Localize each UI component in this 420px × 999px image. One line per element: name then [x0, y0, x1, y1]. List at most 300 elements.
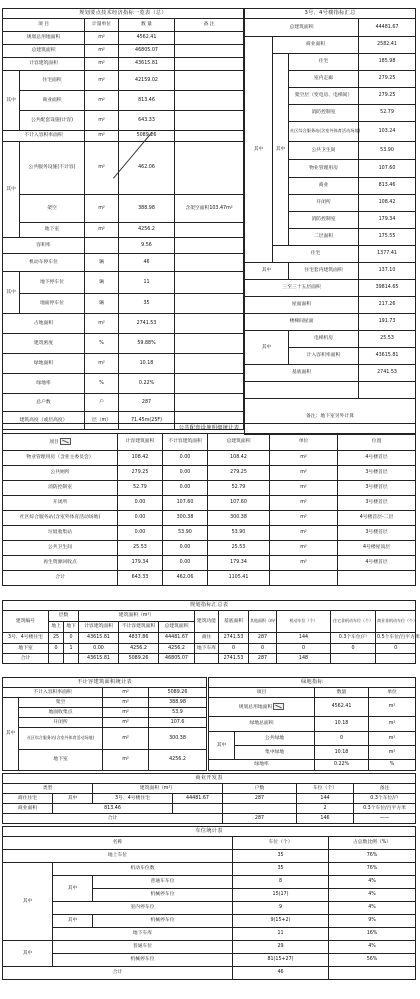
row-value: 279.25 — [359, 71, 416, 88]
group-label: 其中 — [209, 732, 235, 760]
row-label: 商业 — [289, 178, 359, 195]
row-unit: % — [85, 374, 119, 394]
row-label: 计入容积率面积 — [289, 348, 359, 365]
subgroup-label: 其中 — [273, 54, 289, 246]
row-value: 42159.02 — [119, 71, 175, 91]
row-note — [175, 294, 244, 314]
cell: 44481.67 — [173, 794, 223, 804]
row-label: 地面停车位 — [20, 294, 85, 314]
cell: 179.34 — [118, 556, 163, 571]
row-unit: 层（m） — [85, 412, 119, 430]
commercial-development-table — [2, 773, 415, 824]
cell: m² — [270, 556, 338, 571]
table-title: 规划指标汇总表 — [3, 601, 416, 611]
header-item — [3, 434, 118, 451]
row-label: 开闭所 — [19, 718, 103, 728]
header-cell: 其他面积（m²） — [249, 611, 277, 633]
table-title: 公共配套设施明细统计表 — [3, 424, 416, 434]
summary-indicator-table — [2, 8, 243, 430]
row-value: 813.46 — [359, 178, 416, 195]
header-label: 项目 — [49, 440, 59, 446]
row-value: 10.18 — [315, 746, 369, 760]
header-cell: 总建筑面积 — [208, 434, 270, 451]
group-label: 其中 — [245, 263, 289, 280]
row-label: 合计 — [3, 967, 233, 980]
row-value: 279.25 — [359, 88, 416, 105]
cell: 2741.53 — [219, 633, 249, 644]
row-note — [175, 71, 244, 91]
row-unit: m² — [85, 314, 119, 334]
row-label: 机械停车位 — [93, 915, 233, 928]
row-unit: 辆 — [85, 272, 119, 294]
cell: 0.00 — [118, 496, 163, 511]
row-value: 46805.07 — [119, 45, 175, 58]
cell: 53.90 — [208, 526, 270, 541]
row-value: 8 — [233, 876, 329, 889]
header-cell: 户数 — [223, 784, 297, 794]
cell: 0.00 — [118, 526, 163, 541]
cell: 4837.86 — [119, 633, 159, 644]
row-value: 9 — [233, 902, 329, 915]
header-cell: 车位（个） — [297, 784, 354, 794]
row-value: 4562.41 — [119, 32, 175, 45]
header-cell: 地上 — [49, 622, 64, 633]
row-label: 总建筑面积 — [3, 45, 85, 58]
cell: 0.3个车位/户 — [354, 794, 416, 804]
cell: 地下车库 — [195, 644, 219, 654]
header-cell: 不计容建筑面积 — [163, 434, 208, 451]
cell: 5089.26 — [119, 654, 159, 664]
cell: 148 — [277, 654, 331, 664]
row-label: 架空 — [20, 195, 85, 223]
row-note — [175, 58, 244, 71]
row-note — [175, 223, 244, 238]
row-value: 287 — [119, 394, 175, 412]
row-value: 25.53 — [359, 331, 416, 348]
cell: 279.25 — [118, 466, 163, 481]
row-label-text: 规划总用地面积 — [238, 705, 273, 711]
row-note — [175, 354, 244, 374]
header-cell: 机动车位（个） — [277, 611, 331, 633]
cell: 0.00 — [163, 481, 208, 496]
row-value: 175.55 — [359, 229, 416, 246]
table-title: 绿地指标 — [209, 678, 416, 688]
row-label: 屋面面积 — [245, 297, 359, 314]
table-title: 车位统计表 — [3, 827, 416, 837]
cell: 287 — [223, 794, 297, 804]
row-value: 59.88% — [119, 334, 175, 354]
header-cell: 单位 — [369, 688, 416, 698]
row-label: 架空 — [19, 698, 103, 708]
row-value: 4256.2 — [119, 223, 175, 238]
row-note — [175, 45, 244, 58]
cell: 25 — [49, 633, 64, 644]
cell: 813.46 — [53, 804, 173, 814]
row-value: 46 — [233, 967, 329, 980]
header-cell: 数量 — [315, 688, 369, 698]
row-value: 10.18 — [119, 354, 175, 374]
non-far-area-table — [2, 677, 206, 771]
cell: 0 — [64, 633, 79, 644]
cell: 0 — [219, 644, 249, 654]
cell — [64, 654, 79, 664]
row-label: 地下车库 — [53, 928, 233, 941]
row-label: 商业面积 — [20, 91, 85, 111]
row-label: 公共配套设施(计容) — [20, 111, 85, 131]
group-label: 其中 — [245, 37, 273, 263]
row-value: 46 — [119, 254, 175, 272]
row-percent: 4% — [329, 941, 416, 954]
group-label: 其中 — [3, 71, 20, 131]
row-label: 住宅套内建筑面积 — [289, 263, 359, 280]
row-note — [175, 272, 244, 294]
header-cell: 建筑编号 — [3, 611, 49, 633]
cell: 0.00 — [163, 466, 208, 481]
row-value: 71.45m(25F) — [119, 412, 175, 430]
row-value: 462.06 — [119, 142, 175, 195]
subgroup-label: 其中 — [53, 915, 93, 928]
subgroup-label: 其中 — [53, 876, 93, 902]
table-title: 不计容建筑面积统计表 — [3, 678, 207, 688]
cell: 179.34 — [208, 556, 270, 571]
cell: 3号楼首层 — [338, 496, 416, 511]
row-label: 物业管理用房 — [289, 160, 359, 178]
row-value: 53.90 — [359, 142, 416, 160]
cell — [49, 654, 64, 664]
row-value: 35 — [233, 863, 329, 876]
row-value: 179.34 — [359, 212, 416, 229]
row-value: 103.24 — [359, 122, 416, 142]
row-label: 地下停车位 — [20, 272, 85, 294]
row-label: 占地面积 — [3, 314, 85, 334]
row-label: 二层面积 — [289, 229, 359, 246]
row-label: 机械停车位 — [93, 889, 233, 902]
group-label: 其中 — [3, 863, 53, 941]
row-unit: 户 — [85, 394, 119, 412]
header-cell: 占总数比例（%） — [329, 837, 416, 850]
row-value: 5089.26 — [119, 131, 175, 142]
header-cell: 计容建筑面积 — [79, 622, 119, 633]
row-value: 39814.65 — [359, 280, 416, 297]
row-value: 10.18 — [315, 717, 369, 732]
row-label: 计容建筑面积 — [3, 58, 85, 71]
row-label: 地面收集点 — [19, 708, 103, 718]
row-value: 81(15+27) — [233, 954, 329, 967]
cell: 3号楼首层 — [338, 481, 416, 496]
row-label: 开闭所 — [289, 195, 359, 212]
cell: m² — [270, 526, 338, 541]
row-label: 建筑高度（或层高度） — [3, 412, 85, 430]
table-title: 商业开发表 — [3, 774, 416, 784]
row-unit: m² — [103, 728, 149, 750]
planning-summary-table — [2, 600, 420, 664]
cell: 0 — [376, 644, 416, 654]
row-label: 集中绿地 — [235, 746, 315, 760]
row-note — [175, 314, 244, 334]
row-label: 公共卫生间 — [289, 142, 359, 160]
row-percent: 9% — [329, 915, 416, 928]
row-unit: m² — [103, 698, 149, 708]
row-value: 2741.53 — [359, 365, 416, 382]
group-label: 其中 — [3, 272, 20, 314]
cell: 商业面积 — [3, 804, 53, 814]
row-label: 三至三十五层面积 — [245, 280, 359, 297]
row-label: 不计入容积率面积 — [3, 131, 85, 142]
cell: 开闭所 — [3, 496, 118, 511]
cell: 25.53 — [118, 541, 163, 556]
row-label: 公共服务设施(不计容) — [20, 142, 85, 195]
row-note — [175, 254, 244, 272]
row-value — [359, 382, 416, 399]
cell: 0 — [277, 644, 331, 654]
green-indicator-table — [208, 677, 415, 771]
cell: 4256.2 — [159, 644, 195, 654]
cell: 0.3个车位/百平方米 — [354, 804, 416, 814]
row-note — [175, 131, 244, 142]
cell: 合计 — [3, 654, 49, 664]
row-unit: m² — [369, 746, 416, 760]
row-label: 机动车位数 — [53, 863, 233, 876]
cell — [331, 654, 376, 664]
row-value: 5089.26 — [149, 688, 207, 698]
cell: 2 — [297, 804, 354, 814]
cell: m² — [270, 466, 338, 481]
cell: 消防控制室 — [3, 481, 118, 496]
row-value: 217.26 — [359, 297, 416, 314]
row-value: 0 — [315, 732, 369, 746]
cell: m² — [270, 481, 338, 496]
edit-icon — [60, 438, 71, 445]
row-note — [175, 142, 244, 195]
row-label: 消防控制室 — [289, 105, 359, 122]
row-percent: 56% — [329, 954, 416, 967]
row-value: 185.98 — [359, 54, 416, 71]
cell: 108.42 — [208, 451, 270, 466]
row-label: 基底面积 — [245, 365, 359, 382]
row-value: 29 — [233, 941, 329, 954]
row-label: 住宅 — [289, 54, 359, 71]
row-label — [209, 698, 315, 717]
cell: 再生资源回收点 — [3, 556, 118, 571]
row-label: 楼梯间屋面 — [245, 314, 359, 331]
header-cell: 名称 — [3, 837, 233, 850]
cell — [173, 804, 223, 814]
cell: m² — [270, 511, 338, 526]
row-label: 机动车停车位 — [3, 254, 85, 272]
public-facility-table — [2, 423, 415, 586]
cell — [270, 571, 338, 586]
row-label: 商业面积 — [273, 37, 359, 54]
cell: 合计 — [3, 571, 118, 586]
cell: 0.00 — [163, 541, 208, 556]
row-value: 43615.81 — [359, 348, 416, 365]
row-label: 总户数 — [3, 394, 85, 412]
cell: 3号、4号楼住宅 — [93, 794, 173, 804]
cell: 其中 — [53, 794, 93, 804]
cell: —— — [354, 814, 416, 824]
row-label: 普通车位 — [53, 941, 233, 954]
cell: 146 — [297, 814, 354, 824]
row-value: 388.98 — [119, 195, 175, 223]
cell: 287 — [249, 654, 277, 664]
header-cell: 计容建筑面积 — [118, 434, 163, 451]
row-label: 绿地面积 — [3, 354, 85, 374]
row-value: 9(15+2) — [233, 915, 329, 928]
row-unit: m² — [369, 717, 416, 732]
row-percent: 4% — [329, 902, 416, 915]
cell: 商住住宅 — [3, 794, 53, 804]
row-percent: 4% — [329, 876, 416, 889]
cell: 3号楼首层 — [338, 526, 416, 541]
cell: 0.5个车位/百平方米 — [376, 633, 416, 644]
row-value: 11 — [233, 928, 329, 941]
row-percent: 76% — [329, 850, 416, 863]
cell: 108.42 — [118, 451, 163, 466]
table-note: 备注：地下室另外计算 — [245, 399, 416, 435]
row-percent — [329, 967, 416, 980]
row-value: 137.10 — [359, 263, 416, 280]
header-cell: 车位（个） — [233, 837, 329, 850]
row-value: 44481.67 — [359, 19, 416, 37]
cell: 144 — [297, 794, 354, 804]
row-unit: m² — [369, 732, 416, 746]
cell: m² — [270, 451, 338, 466]
row-unit — [85, 238, 119, 254]
cell: 4号楼首层 — [338, 556, 416, 571]
cell: 0 — [249, 644, 277, 654]
header-note: 备 注 — [175, 19, 244, 32]
row-unit: m² — [85, 45, 119, 58]
row-note — [175, 374, 244, 394]
row-label: 架空层（变电房、电梯间） — [289, 88, 359, 105]
row-value: 2741.53 — [119, 314, 175, 334]
row-percent: 76% — [329, 863, 416, 876]
cell: 462.06 — [163, 571, 208, 586]
row-unit: m² — [103, 750, 149, 771]
cell: 公共卫生间 — [3, 541, 118, 556]
row-label: 住宅面积 — [20, 71, 85, 91]
row-percent: 4% — [329, 889, 416, 902]
header-cell: 层数 — [49, 611, 79, 622]
row-note — [175, 111, 244, 131]
cell: 4号楼首层-二层 — [338, 511, 416, 526]
header-cell: 类型 — [3, 784, 93, 794]
row-value: 388.98 — [149, 698, 207, 708]
group-label: 其中 — [3, 941, 53, 967]
row-label: 绿地率 — [209, 760, 315, 771]
row-label: 普通车车位 — [93, 876, 233, 889]
cell: 287 — [223, 814, 297, 824]
row-value: 35 — [233, 850, 329, 863]
cell — [195, 654, 219, 664]
row-label: 电梯机房 — [289, 331, 359, 348]
cell: 0.00 — [79, 644, 119, 654]
row-unit: m² — [85, 58, 119, 71]
row-unit: m² — [85, 354, 119, 374]
row-note: 含架空面积103.47m² — [175, 195, 244, 223]
cell: 1 — [64, 644, 79, 654]
row-label: 消防控制室 — [289, 212, 359, 229]
table-title: 规划要点技术经济指标一览表（总） — [3, 9, 244, 19]
row-label: 住宅 — [273, 246, 359, 263]
cell: 0 — [49, 644, 64, 654]
row-unit: m² — [85, 111, 119, 131]
building-summary-table — [244, 8, 415, 435]
row-unit: m² — [85, 142, 119, 195]
row-unit: m² — [85, 91, 119, 111]
row-unit: m² — [369, 698, 416, 717]
cell: 0 — [331, 644, 376, 654]
row-unit: m² — [85, 131, 119, 142]
cell — [376, 654, 416, 664]
cell: m² — [270, 496, 338, 511]
group-label: 其中 — [3, 142, 20, 238]
cell: 107.60 — [163, 496, 208, 511]
row-unit: % — [369, 760, 416, 771]
cell: 43615.81 — [79, 633, 119, 644]
cell: 4256.2 — [119, 644, 159, 654]
cell: 300.38 — [208, 511, 270, 526]
header-cell: 备注 — [354, 784, 416, 794]
header-cell: 项目 — [209, 688, 315, 698]
row-unit: m² — [85, 71, 119, 91]
row-label: 地下室 — [20, 223, 85, 238]
row-label: 社区综合服务站(含室外体育活动场地) — [289, 122, 359, 142]
row-label: 社区综合服务站(含室外体育活动场地) — [19, 728, 103, 750]
header-cell: 建筑面积（m²） — [79, 611, 195, 622]
row-value: 35 — [119, 294, 175, 314]
row-unit: m² — [85, 223, 119, 238]
row-value: 53.9 — [149, 708, 207, 718]
row-value: 1377.41 — [359, 246, 416, 263]
row-unit: m² — [103, 708, 149, 718]
row-unit: m² — [85, 195, 119, 223]
cell: 0.00 — [118, 511, 163, 526]
row-value: 4562.41 — [315, 698, 369, 717]
row-label: 公共绿地 — [235, 732, 315, 746]
row-note — [175, 238, 244, 254]
row-value: 108.42 — [359, 195, 416, 212]
header-cell: 单位 — [270, 434, 338, 451]
cell: 107.60 — [208, 496, 270, 511]
cell: 社区综合服务站(含室外体育活动场地) — [3, 511, 118, 526]
row-label: 建筑密度 — [3, 334, 85, 354]
row-value: 643.33 — [119, 111, 175, 131]
cell: 53.90 — [163, 526, 208, 541]
cell — [338, 571, 416, 586]
cell: 物业管理用房（含业主委员会） — [3, 451, 118, 466]
header-cell: 基底面积 — [219, 611, 249, 633]
cell: 合计 — [3, 814, 223, 824]
row-unit: m² — [103, 688, 149, 698]
row-label: 机械停车位 — [53, 954, 233, 967]
row-value: 0.22% — [119, 374, 175, 394]
row-label: 总建筑面积 — [245, 19, 359, 37]
header-cell: 地下 — [64, 622, 79, 633]
cell: 1105.41 — [208, 571, 270, 586]
cell: 垃圾收集站 — [3, 526, 118, 541]
row-note — [175, 91, 244, 111]
cell: 287 — [249, 633, 277, 644]
header-cell: 建筑功能 — [195, 611, 219, 633]
cell: 3号楼首层 — [338, 466, 416, 481]
row-unit: m² — [103, 718, 149, 728]
cell: 0.00 — [163, 556, 208, 571]
group-label: 其中 — [245, 331, 289, 365]
row-value: 9.56 — [119, 238, 175, 254]
row-label: 室内停车位 — [53, 902, 233, 915]
row-note — [175, 32, 244, 45]
